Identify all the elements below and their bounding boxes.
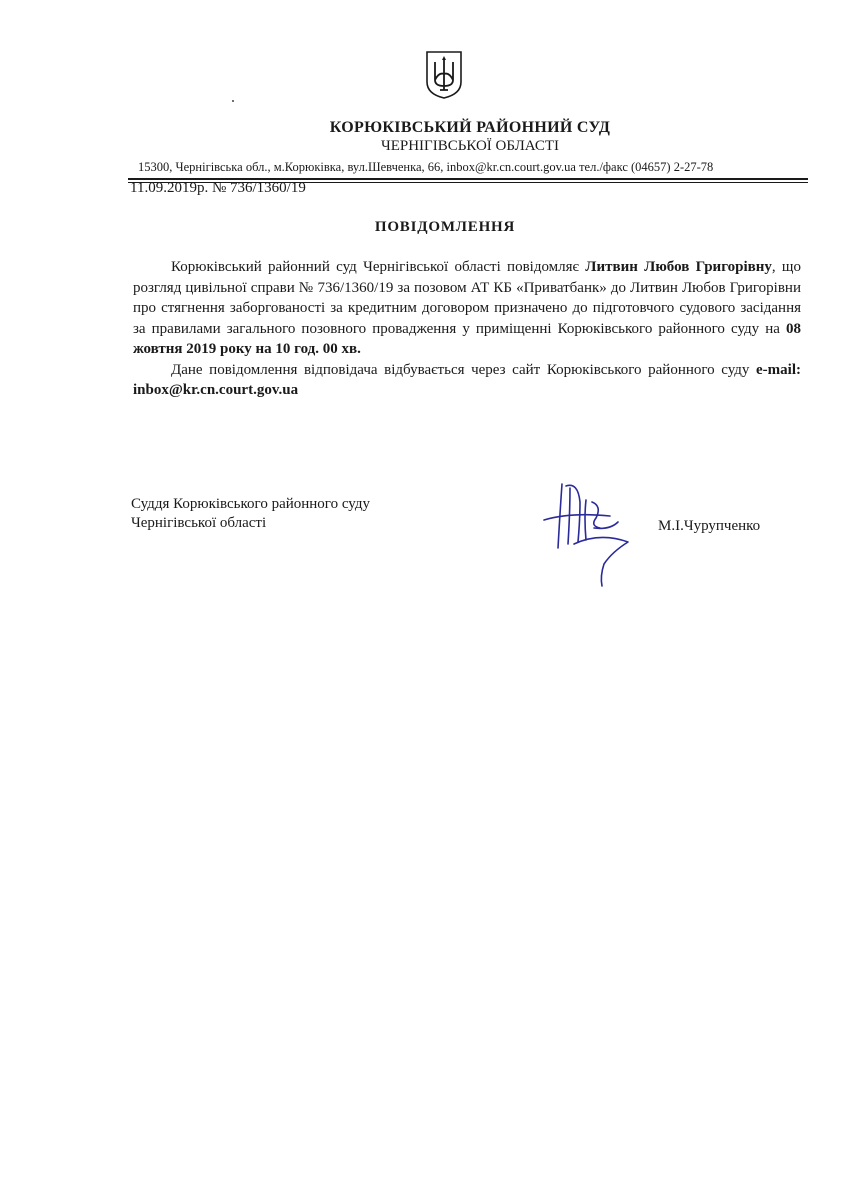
trident-coat-of-arms-icon [425, 50, 463, 100]
judge-title-line-2: Чернігівської області [131, 515, 267, 531]
court-address: 15300, Чернігівська обл., м.Корюківка, вул.Шевченка, 66, inbox@kr.cn.court.gov.ua тел./факс (04657) 2-27-78 [138, 160, 714, 174]
court-email: e-mail: inbox@kr.cn.court.gov.ua [133, 361, 801, 398]
hearing-datetime: 08 жовтня 2019 року на 10 год. 00 хв. [133, 320, 801, 357]
notice-body [133, 257, 801, 401]
p1-text-a: Корюківський районний суд Чернігівської області повідомляє [171, 259, 586, 275]
handwritten-signature-icon [540, 472, 640, 590]
court-region: ЧЕРНІГІВСЬКОЇ ОБЛАСТІ [380, 138, 560, 154]
notice-paragraph-2 [133, 360, 801, 401]
judge-name: М.І.Чурупченко [658, 518, 761, 534]
p1-text-b: , що розгляд цивільної справи № 736/1360/19 за позовом АТ КБ «Приватбанк» до Литвин Любов Григорівни про стягнення заборгованості за кредитним договором призначено до підготовчого судового засідання за правилами загального позовного провадження у приміщенні Корюківського районного суду на [133, 259, 801, 337]
judge-title-line-1: Суддя Корюківського районного суду [131, 496, 370, 512]
document-title: ПОВІДОМЛЕННЯ [374, 219, 516, 235]
document-reference: 11.09.2019р. № 736/1360/19 [130, 180, 306, 196]
scan-speck [232, 100, 234, 102]
court-name: КОРЮКІВСЬКИЙ РАЙОННИЙ СУД [329, 119, 611, 136]
p2-text-a: Дане повідомлення відповідача відбувається через сайт Корюківського районного суду [171, 361, 757, 378]
notice-paragraph-1 [133, 257, 801, 360]
defendant-name: Литвин Любов Григорівну [585, 259, 772, 275]
judge-title [131, 495, 370, 533]
